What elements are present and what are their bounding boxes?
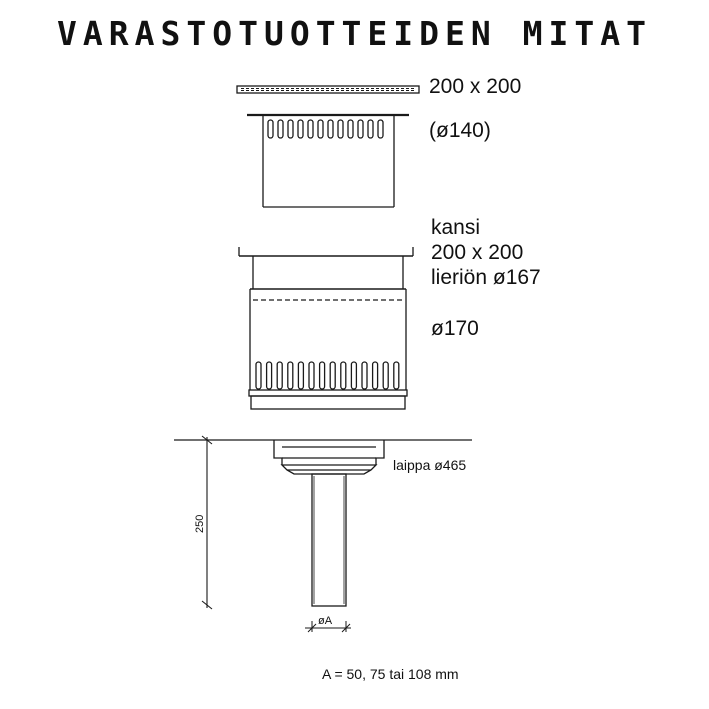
flange-label: laippa ø465 xyxy=(393,457,467,473)
basket-slot xyxy=(298,120,303,138)
body-slot xyxy=(309,362,314,389)
body-slot xyxy=(298,362,303,389)
body-slot xyxy=(267,362,272,389)
basket-slot xyxy=(368,120,373,138)
basket-slot xyxy=(268,120,273,138)
cover-size-label: 200 x 200 xyxy=(431,241,524,264)
basket-slot xyxy=(308,120,313,138)
body-slot xyxy=(288,362,293,389)
basket-slot xyxy=(328,120,333,138)
height-dimension-label: 250 xyxy=(194,514,206,533)
basket-slot xyxy=(348,120,353,138)
page-title: VARASTOTUOTTEIDEN MITAT xyxy=(57,14,652,53)
body-slot xyxy=(362,362,367,389)
body-slot xyxy=(383,362,388,389)
pipe-diameter-label: øA xyxy=(318,615,333,627)
footnote: A = 50, 75 tai 108 mm xyxy=(322,666,459,682)
body-slot xyxy=(394,362,399,389)
body-slot xyxy=(320,362,325,389)
basket-slot xyxy=(358,120,363,138)
basket-slot xyxy=(338,120,343,138)
body-slots xyxy=(256,362,399,389)
body-diameter-label: ø170 xyxy=(431,317,479,340)
body-drawing xyxy=(239,247,413,409)
grate-drawing xyxy=(237,86,419,93)
body-slot xyxy=(341,362,346,389)
body-slot xyxy=(373,362,378,389)
grate-size-label: 200 x 200 xyxy=(429,75,522,98)
body-slot xyxy=(330,362,335,389)
basket-slot xyxy=(288,120,293,138)
body-slot xyxy=(256,362,261,389)
basket-drawing xyxy=(247,115,409,207)
body-slot xyxy=(277,362,282,389)
body-slot xyxy=(351,362,356,389)
basket-slots xyxy=(268,120,383,138)
basket-diameter-label: (ø140) xyxy=(429,119,491,142)
basket-slot xyxy=(278,120,283,138)
cylinder-diameter-label: lieriön ø167 xyxy=(431,266,541,289)
basket-slot xyxy=(378,120,383,138)
cover-name-label: kansi xyxy=(431,216,481,239)
basket-slot xyxy=(318,120,323,138)
